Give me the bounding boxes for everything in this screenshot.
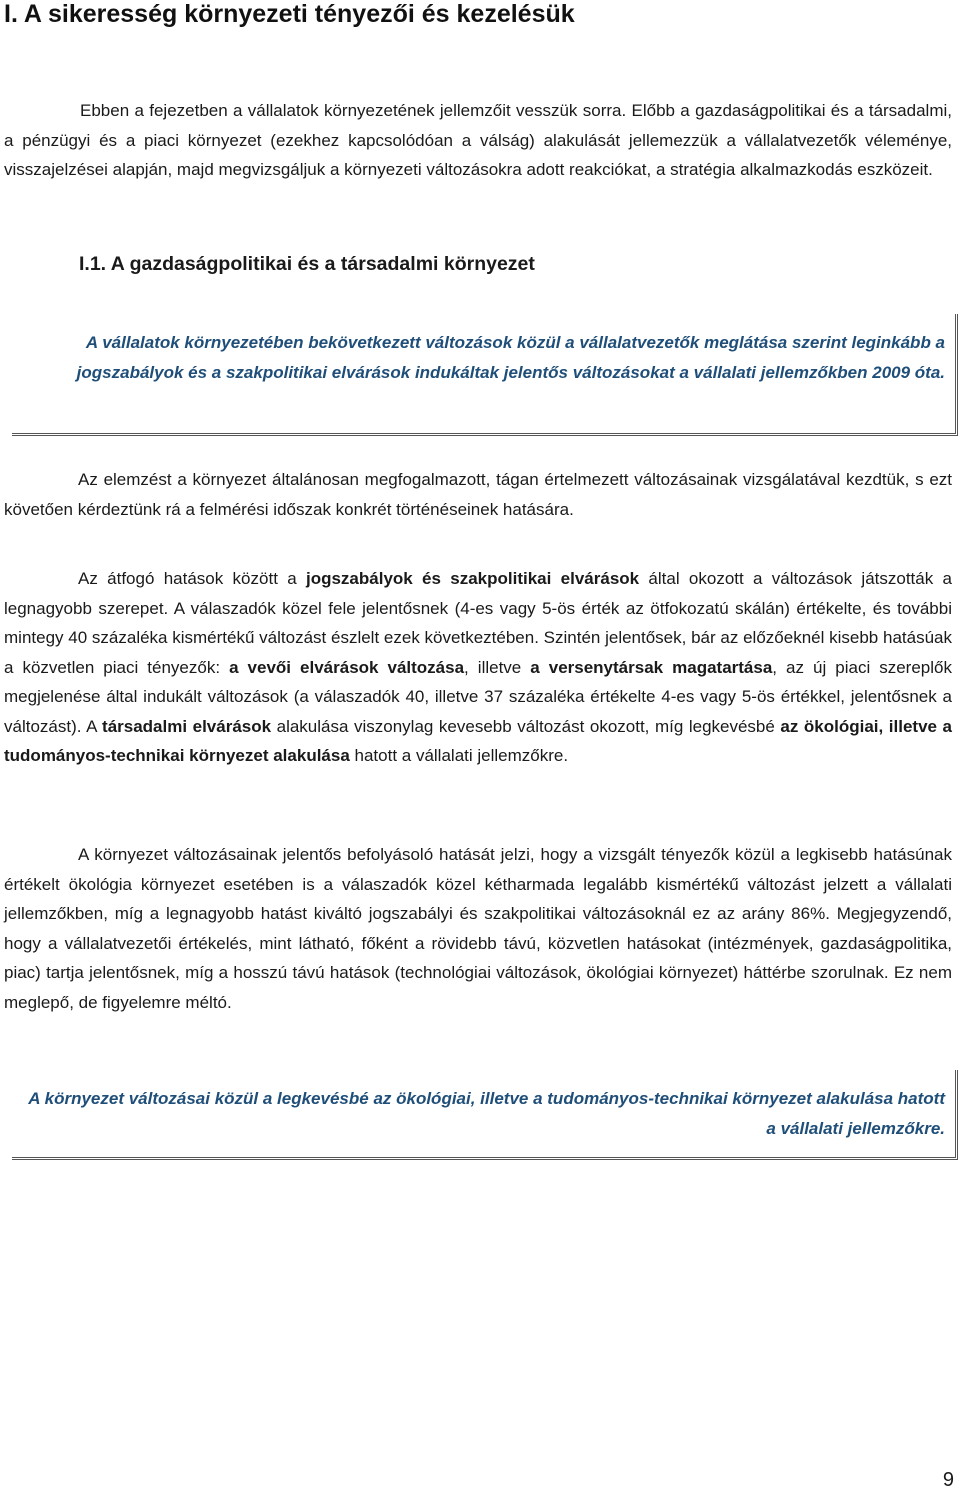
bold-term: társadalmi elvárások	[102, 716, 272, 736]
chapter-title: I. A sikeresség környezeti tényezői és kezelésük	[4, 0, 575, 28]
body-paragraph	[4, 564, 952, 771]
key-finding-text: A vállalatok környezetében bekövetkezett változások közül a vállalatvezetők meglátása szerint leginkább a jogszabályok és a szakpolitikai elvárások indukáltak jelentős változásokat a vállalati jellemzőkben 2009 óta.	[76, 333, 945, 382]
body-paragraph: Az elemzést a környezet általánosan megfogalmazott, tágan értelmezett változásainak vizsgálatával kezdtük, s ezt követően kérdeztünk rá a felmérési időszak konkrét történéseinek hatására.	[4, 470, 952, 519]
page-number: 9	[942, 1469, 954, 1491]
intro-paragraph: Ebben a fejezetben a vállalatok környezetének jellemzőit vesszük sorra. Előbb a gazdaságpolitikai és a társadalmi, a pénzügyi és a piaci környezet (ezekhez kapcsolódóan a válság) alakulását jellemezzük a vállalatvezetők véleménye, visszajelzései alapján, majd megvizsgáljuk a környezeti változásokra adott reakciókat, a stratégia alkalmazkodás eszközeit.	[4, 101, 952, 179]
section-heading: I.1. A gazdaságpolitikai és a társadalmi környezet	[79, 253, 535, 275]
bold-term: a versenytársak magatartása	[530, 657, 773, 677]
key-finding-text: A környezet változásai közül a legkevésbé az ökológiai, illetve a tudományos-technikai környezet alakulása hatott a vállalati jellemzőkre.	[28, 1089, 945, 1138]
key-finding-callout	[12, 1070, 958, 1160]
text-run: , illetve	[464, 657, 531, 677]
text-run: alakulása viszonylag kevesebb változást okozott, míg legkevésbé	[271, 716, 781, 736]
body-paragraph: A környezet változásainak jelentős befolyásoló hatását jelzi, hogy a vizsgált tényezők közül a legkisebb hatásúnak értékelt ökológia környezet esetében is a válaszadók közel kétharmada legalább kismértékű változást jelzett a vállalati jellemzőkben, míg a legnagyobb hatást kiváltó jogszabályi és szakpolitikai változásoknál ez az arány 86%. Megjegyzendő, hogy a vállalatvezetői értékelés, mint látható, főként a rövidebb távú, közvetlen hatásokat (intézmények, gazdaságpolitika, piac) tartja jelentősnek, míg a hosszú távú hatások (technológiai változások, ökológiai környezet) háttérbe szorulnak. Ez nem meglepő, de figyelemre méltó.	[4, 845, 952, 1012]
text-run: , az új piaci szereplők megjelenése által indukált változások (a válaszadók 40, illetve 37 százaléka értékelte 4-es vagy 5-ös értékkel, jelentősnek a változást). A	[4, 657, 952, 736]
bold-term: a vevői elvárások változása	[229, 657, 465, 677]
text-run: hatott a vállalati jellemzőkre.	[349, 746, 569, 765]
text-run: Az átfogó hatások között a	[78, 569, 306, 588]
text-run: által okozott a változások játszották a legnagyobb szerepet. A válaszadók közel fele jelentősnek (4-es vagy 5-ös érték az ötfokozatú skálán) értékelte, és további mintegy 40 százaléka kismértékű változást észlelt ezek következtében. Szintén jelentősek, bár az előzőeknél kisebb hatásúak a közvetlen piaci tényezők:	[4, 569, 952, 677]
bold-term: az ökológiai, illetve a tudományos-technikai környezet alakulása	[4, 716, 952, 765]
key-finding-callout	[12, 314, 958, 436]
bold-term: jogszabályok és szakpolitikai elvárások	[305, 569, 640, 588]
